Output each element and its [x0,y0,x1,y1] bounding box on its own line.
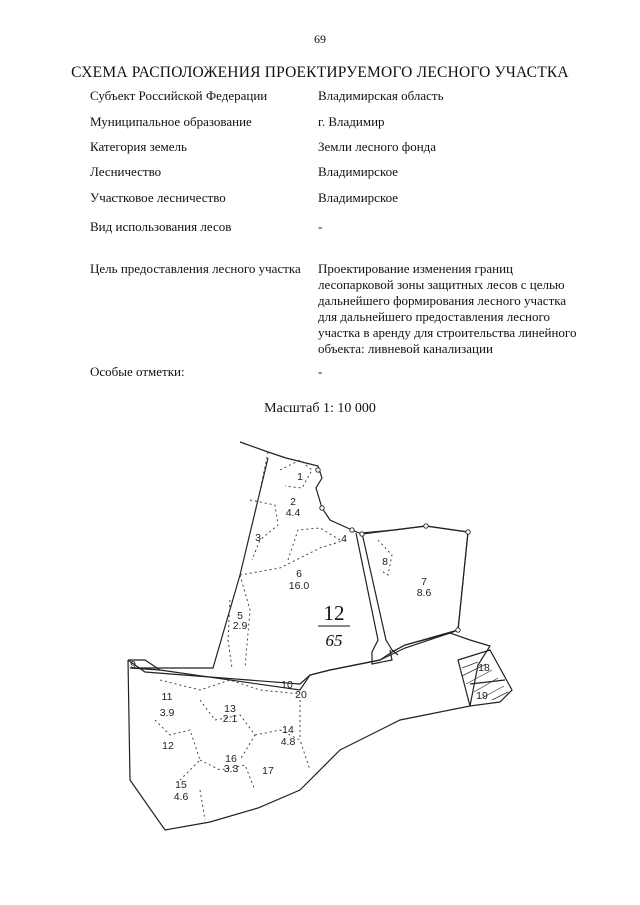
corridor-line-left [356,533,392,664]
field-label: Цель предоставления лесного участка [90,261,301,276]
vertex-marker [320,506,324,510]
field-label: Субъект Российской Федерации [90,88,268,103]
plot-area: 3.3 [223,763,239,775]
field-label: Муниципальное образование [90,114,252,129]
plot-number: 13 [224,703,236,715]
kvartal-number: 12 [323,601,345,625]
kvartal-area: 65 [325,631,343,650]
plot-number: 17 [262,765,274,777]
document-title: СХЕМА РАСПОЛОЖЕНИЯ ПРОЕКТИРУЕМОГО ЛЕСНОГО УЧАСТКА [71,64,569,81]
division-line [200,790,205,820]
field-label: Категория земель [90,139,187,154]
plot-area: 4.4 [285,507,301,519]
map-scale: Масштаб 1: 10 000 [264,401,376,416]
plot-number: 19 [476,690,488,702]
plot-number: 6 [296,568,302,580]
vertex-marker [424,524,428,528]
division-line [250,500,278,560]
page-number: 69 [314,32,326,46]
field-label: Вид использования лесов [90,219,232,234]
vertex-marker [466,530,470,534]
plot-number: 2 [290,496,296,508]
vertex-marker [456,628,460,632]
field-value: - [318,219,323,234]
field-value: - [318,364,323,379]
plot-number: 20 [295,689,307,701]
field-value: Земли лесного фонда [318,139,437,154]
field-value: г. Владимир [318,114,385,129]
corridor-line-right [362,533,398,655]
plot-number: 16 [225,753,237,765]
vertex-marker [316,468,320,472]
plot-area: 4.8 [280,736,296,748]
field-value: Владимирское [318,190,399,205]
plot-area: 8.6 [416,587,432,599]
plot-number: 7 [421,576,427,588]
plot-area: 3.9 [159,707,175,719]
plot-number: 10 [281,679,293,691]
plot-number: 9 [130,659,136,671]
field-value: Проектирование изменения границ лесопарковой зоны защитных лесов с целью дальнейшего формирования лесного участка для дальнейшего предоставления лесного участка в аренду для строительства линейного объекта: ливневой канализации [318,261,577,356]
plot-number: 3 [255,532,261,544]
plot-number: 12 [162,740,174,752]
vertex-marker [360,532,364,536]
plot-number: 8 [382,556,388,568]
division-line [280,460,312,488]
field-value: Владимирское [318,164,399,179]
field-value: Владимирская область [318,88,444,103]
plot-number: 1 [297,471,303,483]
field-label: Лесничество [90,164,162,179]
plot-area: 2.9 [232,620,248,632]
field-label: Участковое лесничество [90,190,226,205]
field-label: Особые отметки: [90,364,185,379]
plot-number: 14 [282,724,294,736]
division-line [288,528,340,560]
vertex-marker [350,528,354,532]
plot-area: 2.1 [222,713,238,725]
plot-number: 18 [478,662,490,674]
plot-area: 4.6 [173,791,189,803]
plot-number: 11 [161,691,173,703]
plot-area: 16.0 [288,580,310,592]
plot-number: 5 [237,610,243,622]
plot-number: 4 [341,533,347,545]
plot-number: 15 [175,779,187,791]
